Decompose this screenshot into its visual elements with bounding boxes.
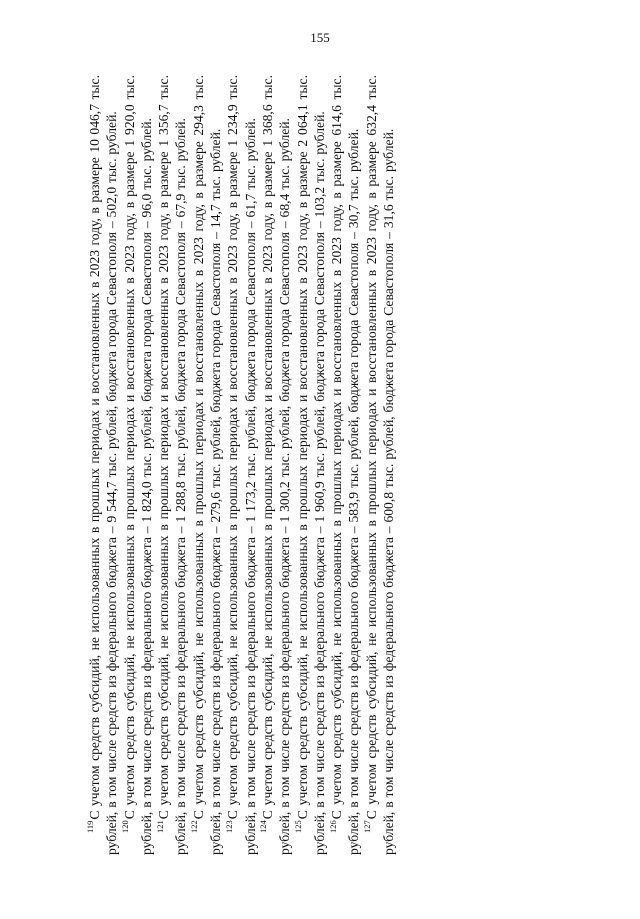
footnote-number: 121	[154, 820, 165, 833]
footnote-text: С учетом средств субсидий, не использованных в прошлых периодах и восстановленных в 2023 году, в размере 2 064,1 тыс. рублей, в том числе средств из федерального бюджета – 1 960,9 тыс. рублей, бюджета города Севастополя – 103,2 тыс. рублей.	[294, 75, 327, 855]
footnote-number: 123	[223, 820, 234, 833]
footnote-number: 127	[362, 820, 373, 833]
footnote-122	[190, 75, 225, 855]
footnote-text: С учетом средств субсидий, не использованных в прошлых периодах и восстановленных в 2023 году, в размере 1 368,6 тыс. рублей, в том числе средств из федерального бюджета – 1 300,2 тыс. рублей, бюджета города Севастополя – 68,4 тыс. рублей.	[259, 75, 293, 855]
footnote-124	[259, 75, 294, 855]
footnote-text: С учетом средств субсидий, не использованных в прошлых периодах и восстановленных в 2023 году, в размере 632,4 тыс. рублей, в том числе средств из федерального бюджета – 600,8 тыс. рублей, бюджета города Севастополя – 31,6 тыс. рублей.	[363, 75, 397, 855]
footnote-text: С учетом средств субсидий, не использованных в прошлых периодах и восстановленных в 2023 году, в размере 1 356,7 тыс. рублей, в том числе средств из федерального бюджета – 1 288,8 тыс. рублей, бюджета города Севастополя – 67,9 тыс. рублей.	[156, 75, 189, 855]
footnote-125	[294, 75, 329, 855]
footnote-number: 125	[293, 820, 304, 833]
footnote-number: 119	[85, 820, 96, 833]
page-number: 155	[310, 30, 330, 45]
footnote-text: С учетом средств субсидий, не использованных в прошлых периодах и восстановленных в 2023 году, в размере 294,3 тыс. рублей, в том числе средств из федерального бюджета – 279,6 тыс. рублей, бюджета города Севастополя – 14,7 тыс. рублей.	[190, 75, 224, 855]
footnote-127	[363, 75, 398, 855]
footnote-120	[121, 75, 156, 855]
footnote-number: 126	[327, 820, 338, 833]
footnote-119	[86, 75, 121, 855]
footnote-number: 122	[189, 820, 200, 833]
footnote-number: 120	[120, 820, 131, 833]
footnote-126	[328, 75, 363, 855]
footnote-text: С учетом средств субсидий, не использованных в прошлых периодах и восстановленных в 2023 году, в размере 614,6 тыс. рублей, в том числе средств из федерального бюджета – 583,9 тыс. рублей, бюджета города Севастополя – 30,7 тыс. рублей.	[329, 75, 362, 855]
footnote-123	[224, 75, 259, 855]
footnote-121	[155, 75, 190, 855]
footnote-text: С учетом средств субсидий, не использованных в прошлых периодах и восстановленных в 2023 году, в размере 10 046,7 тыс. рублей, в том числе средств из федерального бюджета – 9 544,7 тыс. рублей, бюджета города Севастополя – 502,0 тыс. рублей.	[87, 75, 120, 855]
footnotes-block	[86, 75, 556, 855]
footnote-text: С учетом средств субсидий, не использованных в прошлых периодах и восстановленных в 2023 году, в размере 1 234,9 тыс. рублей, в том числе средств из федерального бюджета – 1 173,2 тыс. рублей, бюджета города Севастополя – 61,7 тыс. рублей.	[225, 75, 258, 855]
footnote-number: 124	[258, 820, 269, 833]
footnote-text: С учетом средств субсидий, не использованных в прошлых периодах и восстановленных в 2023 году, в размере 1 920,0 тыс. рублей, в том числе средств из федерального бюджета – 1 824,0 тыс. рублей, бюджета города Севастополя – 96,0 тыс. рублей.	[121, 75, 154, 855]
